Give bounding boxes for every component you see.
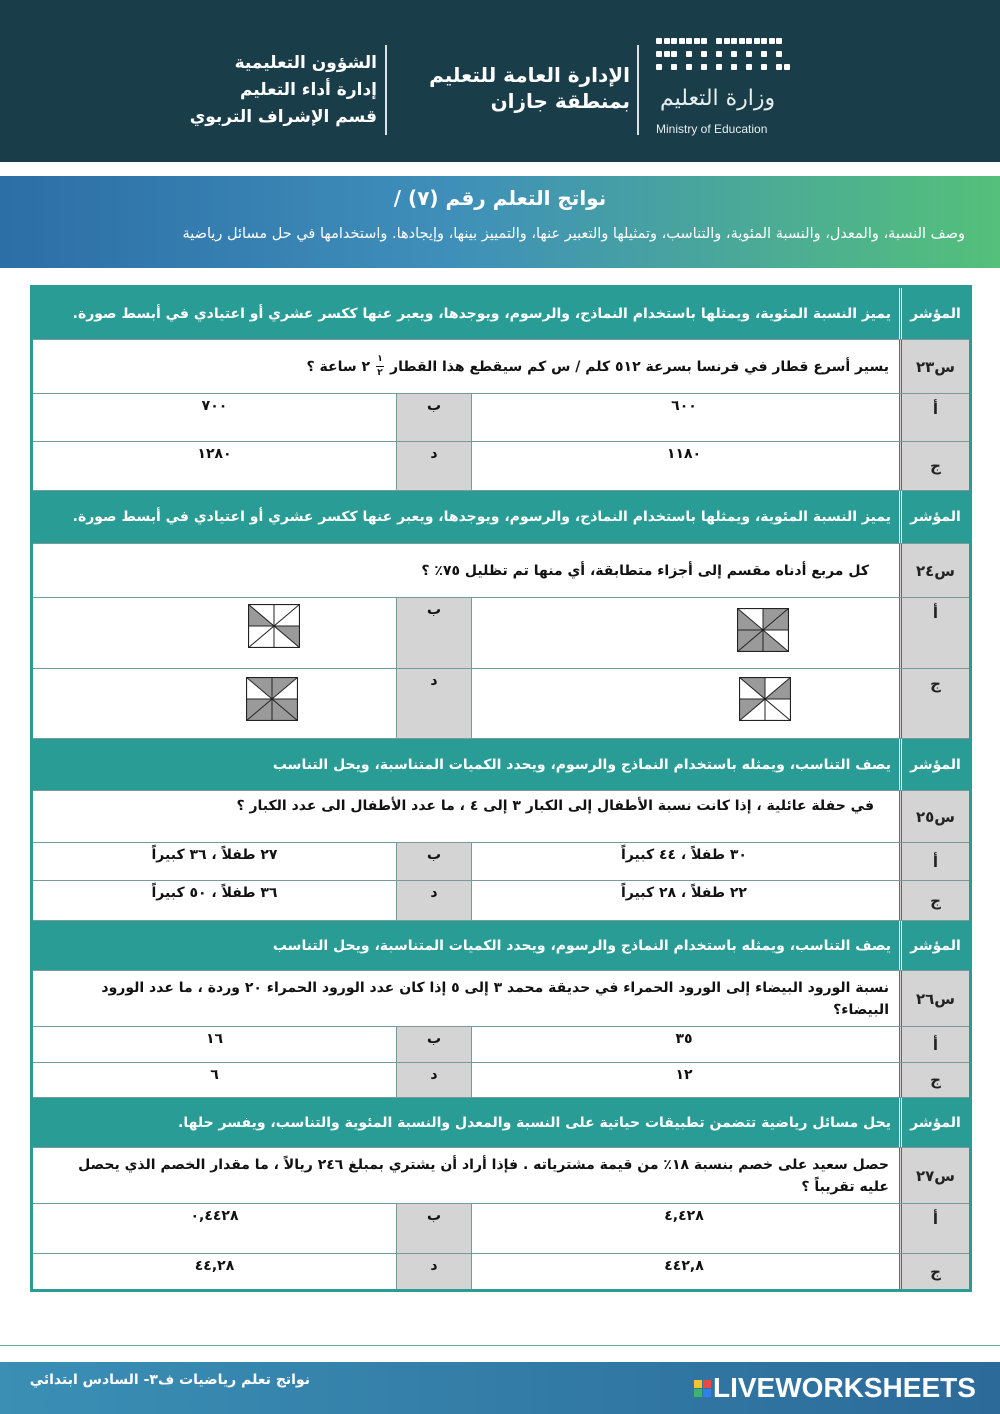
indicator-text: يميز النسبة المئوية، ويمثلها باستخدام النماذج، والرسوم، ويوجدها، ويعبر عنها ككسر عشري أو اعتيادي في أبسط صورة. [72, 509, 891, 525]
question-text-pre: يسير أسرع قطار في فرنسا بسرعة ٥١٢ كلم / س كم سيقطع هذا القطار [390, 358, 889, 375]
dept-center-line2: بمنطقة جازان [490, 89, 630, 113]
logo-dot [746, 51, 752, 57]
option-b[interactable]: ١٦ [205, 1031, 224, 1047]
option-label-d: د [396, 442, 471, 490]
logo-dot [754, 38, 760, 44]
square-shaded-option-d [246, 677, 298, 721]
logo-dot [656, 51, 662, 57]
indicator-label: المؤشر [899, 491, 969, 543]
option-label-c: ج [899, 1254, 969, 1289]
option-label-a: أ [899, 843, 969, 880]
logo-dot [686, 51, 692, 57]
logo-dot [656, 64, 662, 70]
page-header [0, 0, 1000, 162]
logo-dot [671, 38, 677, 44]
question-number: س٢٣ [899, 340, 969, 393]
option-label-d: د [396, 669, 471, 738]
indicator-row [33, 491, 969, 544]
option-label-d: د [396, 1063, 471, 1097]
dept-center [405, 62, 630, 114]
question-text: حصل سعيد على خصم بنسبة ١٨٪ من قيمة مشترياته . فإذا أراد أن يشتري بمبلغ ٢٤٦ ريالاً ، ما مقدار الخصم الذي يحصل عليه تقريباً ؟ [78, 1156, 889, 1195]
option-label-b: ب [396, 1027, 471, 1062]
logo-dot [671, 64, 677, 70]
question-number: س٢٧ [899, 1148, 969, 1203]
option-d[interactable]: ٣٦ طفلاً ، ٥٠ كبيراً [151, 885, 278, 901]
header-divider [385, 45, 387, 135]
indicator-label: المؤشر [899, 288, 969, 339]
option-label-a: أ [899, 1204, 969, 1253]
option-a[interactable]: ٣٥ [471, 1027, 896, 1062]
dept-right-line1: الشؤون التعليمية [234, 53, 377, 73]
logo-dot [664, 51, 670, 57]
options-row [33, 669, 969, 739]
indicator-row [33, 921, 969, 971]
indicator-text: يصف التناسب، ويمثله باستخدام النماذج والرسوم، ويحدد الكميات المتناسبة، ويحل التناسب [272, 756, 891, 773]
indicator-label: المؤشر [899, 1098, 969, 1147]
page-footer [0, 1362, 1000, 1414]
square-shaded-option-b [248, 604, 300, 648]
logo-dot [776, 64, 782, 70]
option-c[interactable]: ٢٢ طفلاً ، ٢٨ كبيراً [471, 881, 896, 920]
logo-dot [716, 51, 722, 57]
dept-right [165, 50, 377, 131]
logo-dot [716, 64, 722, 70]
fraction-numerator: ١ [377, 354, 383, 364]
logo-dot [716, 38, 722, 44]
square-shaded-option-a [737, 608, 789, 652]
logo-dot [701, 38, 707, 44]
ministry-name-ar: وزارة التعليم [660, 86, 776, 111]
option-d[interactable]: ٦ [210, 1067, 219, 1083]
question-row [33, 544, 969, 598]
logo-dot [739, 38, 745, 44]
options-row [33, 1027, 969, 1063]
logo-dot [761, 64, 767, 70]
outcome-description: وصف النسبة، والمعدل، والنسبة المئوية، والتناسب، وتمثيلها والتعبير عنها، والتمييز بينها، وإيجادها. واستخدامها في حل مسائل رياضية [182, 226, 965, 242]
options-row [33, 1254, 969, 1289]
logo-dot [686, 38, 692, 44]
option-label-d: د [396, 881, 471, 920]
logo-dot [686, 64, 692, 70]
question-text [41, 340, 889, 393]
logo-dot [769, 38, 775, 44]
logo-dot [746, 38, 752, 44]
indicator-row [33, 739, 969, 791]
title-band [0, 176, 1000, 268]
option-label-a: أ [899, 1027, 969, 1062]
option-b[interactable]: ٠,٤٤٢٨ [190, 1208, 239, 1224]
fraction-half [376, 355, 384, 378]
logo-dot [671, 51, 677, 57]
ministry-name-en: Ministry of Education [656, 122, 768, 136]
indicator-row [33, 288, 969, 340]
question-row [33, 791, 969, 843]
logo-dot [731, 51, 737, 57]
logo-dot [694, 38, 700, 44]
logo-dot [761, 38, 767, 44]
logo-dot [679, 38, 685, 44]
logo-dot [731, 38, 737, 44]
option-label-d: د [396, 1254, 471, 1289]
liveworksheets-logo[interactable] [694, 1370, 976, 1406]
logo-dot [701, 64, 707, 70]
option-b[interactable]: ٧٠٠ [201, 398, 228, 414]
options-row [33, 1063, 969, 1098]
option-label-c: ج [899, 1063, 969, 1097]
dept-right-line3: قسم الإشراف التربوي [189, 107, 377, 127]
option-d[interactable]: ١٢٨٠ [197, 446, 232, 462]
logo-dot [746, 64, 752, 70]
questions-table [30, 285, 972, 1292]
option-c[interactable]: ١١٨٠ [471, 442, 896, 490]
ministry-logo [650, 38, 800, 143]
dept-right-line2: إدارة أداء التعليم [239, 80, 377, 100]
option-c[interactable]: ٤٤٢,٨ [471, 1254, 896, 1289]
question-number: س٢٥ [899, 791, 969, 842]
header-divider [637, 45, 639, 135]
option-label-a: أ [899, 598, 969, 668]
logo-dot [776, 38, 782, 44]
logo-dot [776, 51, 782, 57]
option-d[interactable] [33, 669, 396, 738]
indicator-text: يصف التناسب، ويمثله باستخدام النماذج والرسوم، ويحدد الكميات المتناسبة، ويحل التناسب [272, 937, 891, 954]
outcome-title: نواتج التعلم رقم (٧) / [393, 186, 607, 210]
options-row [33, 1204, 969, 1254]
logo-dot [701, 51, 707, 57]
option-a[interactable]: ٤,٤٢٨ [471, 1204, 896, 1253]
question-row [33, 1148, 969, 1204]
indicator-label: المؤشر [899, 739, 969, 790]
option-b[interactable]: ٢٧ طفلاً ، ٣٦ كبيراً [151, 847, 278, 863]
question-row [33, 971, 969, 1027]
indicator-label: المؤشر [899, 921, 969, 970]
indicator-text: يميز النسبة المئوية، ويمثلها باستخدام النماذج، والرسوم، ويوجدها، ويعبر عنها ككسر عشري أو اعتيادي في أبسط صورة. [72, 305, 891, 322]
option-label-b: ب [396, 598, 471, 668]
indicator-row [33, 1098, 969, 1148]
options-row [33, 881, 969, 921]
option-label-c: ج [899, 669, 969, 738]
option-label-a: أ [899, 394, 969, 441]
option-label-b: ب [396, 394, 471, 441]
question-number: س٢٤ [899, 544, 969, 597]
question-row [33, 340, 969, 394]
footer-caption: نواتج تعلم رياضيات ف٣- السادس ابتدائي [29, 1372, 310, 1388]
question-text-post: ٢ ساعة ؟ [306, 358, 371, 375]
square-shaded-option-c [739, 677, 791, 721]
question-number: س٢٦ [899, 971, 969, 1026]
liveworksheets-wordmark: LIVEWORKSHEETS [713, 1372, 976, 1403]
option-a[interactable]: ٦٠٠ [471, 394, 896, 441]
question-text: كل مربع أدناه مقسم إلى أجزاء متطابقة، أي منها تم تظليل ٧٥٪ ؟ [421, 562, 869, 579]
dept-center-line1: الإدارة العامة للتعليم [429, 63, 630, 87]
footer-divider [0, 1345, 1000, 1346]
logo-dot [731, 64, 737, 70]
logo-dot [761, 51, 767, 57]
fraction-denominator: ٢ [377, 368, 383, 378]
logo-dots-icon [656, 38, 788, 82]
question-text: في حفلة عائلية ، إذا كانت نسبة الأطفال إلى الكبار ٣ إلى ٤ ، ما عدد الأطفال الى عدد الكبار ؟ [236, 798, 874, 814]
logo-dot [724, 38, 730, 44]
options-row [33, 843, 969, 881]
option-a[interactable]: ٣٠ طفلاً ، ٤٤ كبيراً [471, 843, 896, 880]
option-c[interactable]: ١٢ [471, 1063, 896, 1097]
option-label-c: ج [899, 881, 969, 920]
liveworksheets-icon [694, 1380, 711, 1397]
option-label-b: ب [396, 843, 471, 880]
option-label-c: ج [899, 442, 969, 490]
logo-dot [664, 38, 670, 44]
options-row [33, 394, 969, 442]
options-row [33, 442, 969, 491]
option-label-b: ب [396, 1204, 471, 1253]
option-c[interactable] [471, 669, 896, 738]
options-row [33, 598, 969, 669]
option-d[interactable]: ٤٤,٢٨ [194, 1258, 235, 1274]
question-text: نسبة الورود البيضاء إلى الورود الحمراء في حديقة محمد ٣ إلى ٥ إذا كان عدد الورود الحمراء ٢٠ وردة ، ما عدد الورود البيضاء؟ [101, 979, 889, 1018]
logo-dot [656, 38, 662, 44]
option-b[interactable] [33, 598, 396, 668]
logo-dot [784, 64, 790, 70]
indicator-text: يحل مسائل رياضية تتضمن تطبيقات حياتية على النسبة والمعدل والنسبة المئوية والتناسب، ويفسر حلها. [178, 1114, 891, 1131]
option-a[interactable] [471, 598, 896, 668]
